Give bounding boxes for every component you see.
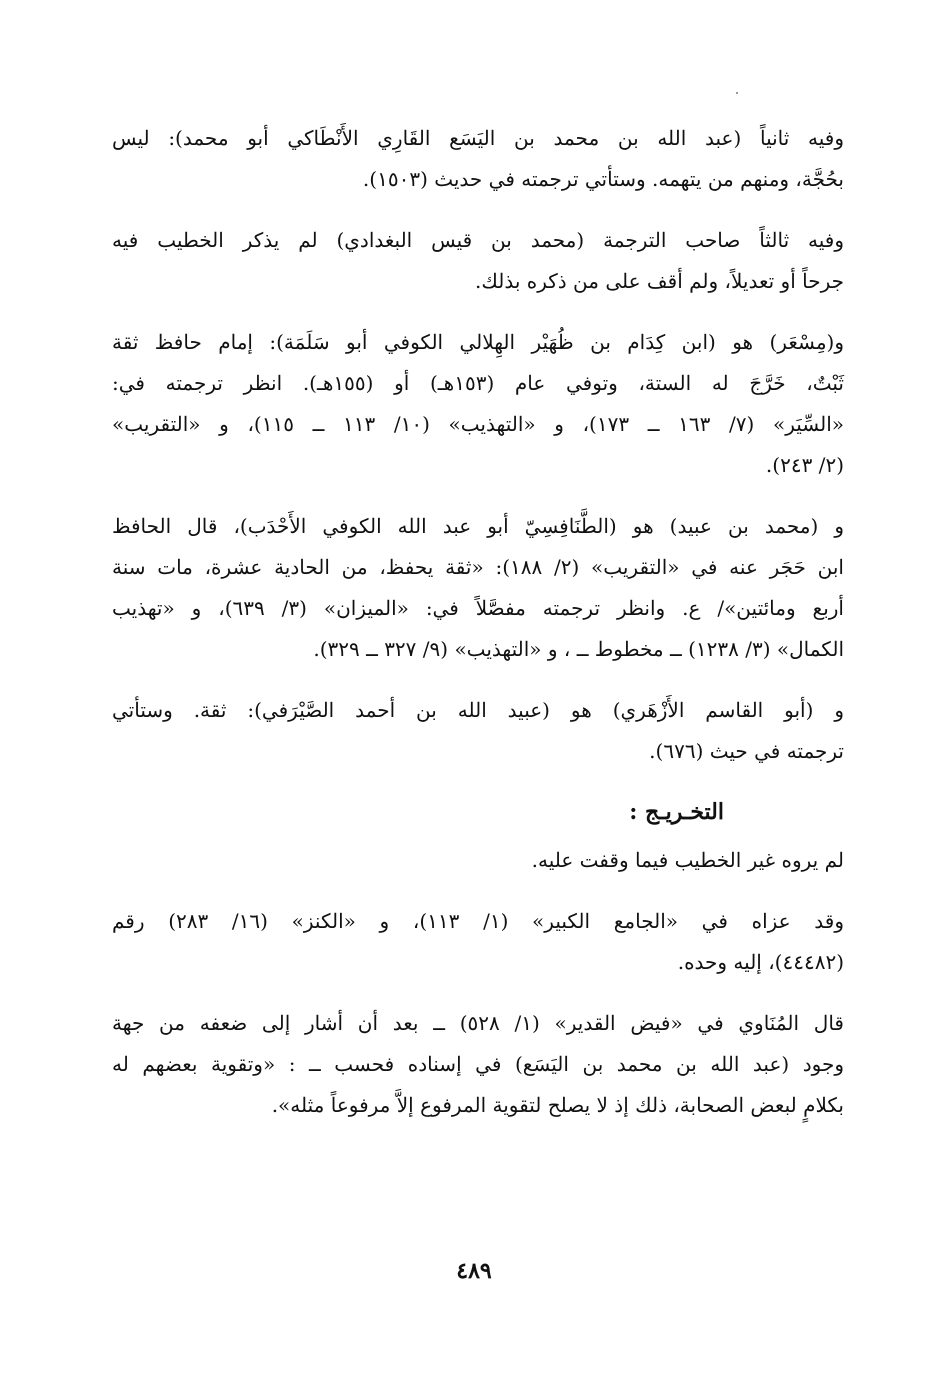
text-line: الكمال» (٣/ ١٢٣٨) ــ مخطوط ــ ، و «التهذيب» (٩/ ٣٢٧ ــ ٣٢٩). — [313, 637, 844, 661]
text-line: جرحاً أو تعديلاً، ولم أقف على من ذكره بذلك. — [475, 269, 844, 293]
body-text — [112, 118, 844, 1146]
text-line: أربع ومائتين»/ ع. وانظر ترجمته مفصَّلاً في: «الميزان» (٣/ ٦٣٩)، و «تهذيب — [112, 596, 844, 620]
paragraph-1 — [112, 118, 844, 200]
text-line: (٤٤٤٨٢)، إليه وحده. — [677, 950, 844, 974]
text-line: لم يروه غير الخطيب فيما وقفت عليه. — [531, 848, 844, 872]
paragraph-3 — [112, 322, 844, 486]
text-line: و (محمد بن عبيد) هو (الطَّنَافِسِيّ أبو عبد الله الكوفي الأَحْدَب)، قال الحافظ — [112, 514, 844, 538]
takhrij-paragraph-1 — [112, 840, 844, 881]
paragraph-4 — [112, 506, 844, 670]
text-line: ترجمته في حيث (٦٧٦). — [649, 739, 844, 763]
text-line: قال المُنَاوي في «فيض القدير» (١/ ٥٢٨) ــ بعد أن أشار إلى ضعفه من جهة — [112, 1011, 844, 1035]
takhrij-paragraph-3 — [112, 1003, 844, 1126]
text-line: وقد عزاه في «الجامع الكبير» (١/ ١١٣)، و «الكنز» (١٦/ ٢٨٣) رقم — [112, 909, 844, 933]
text-line: ابن حَجَر عنه في «التقريب» (٢/ ١٨٨): «ثقة يحفظ، من الحادية عشرة، مات سنة — [112, 555, 844, 579]
section-heading: التخـريـج : — [629, 799, 724, 825]
text-line: وفيه ثانياً (عبد الله بن محمد بن اليَسَع القَارِي الأَنْطَاكي أبو محمد): ليس — [112, 126, 844, 150]
text-line: بحُجَّة، ومنهم من يتهمه. وستأتي ترجمته في حديث (١٥٠٣). — [362, 167, 844, 191]
page-number: ٤٨٩ — [456, 1258, 492, 1284]
takhrij-paragraph-2 — [112, 901, 844, 983]
text-line: و (أبو القاسم الأَزْهَري) هو (عبيد الله بن أحمد الصَّيْرَفي): ثقة. وستأتي — [112, 698, 844, 722]
paragraph-2 — [112, 220, 844, 302]
text-line: وجود (عبد الله بن محمد بن اليَسَع) في إسناده فحسب ــ : «وتقوية بعضهم له — [112, 1052, 844, 1076]
text-line: و(مِسْعَر) هو (ابن كِدَام بن ظُهَيْر الهِلالي الكوفي أبو سَلَمَة): إمام حافظ ثقة — [112, 330, 844, 354]
text-line: بكلامٍ لبعض الصحابة، ذلك إذ لا يصلح لتقوية المرفوع إلاَّ مرفوعاً مثله». — [271, 1093, 844, 1117]
text-line: ثَبْتٌ، خَرَّجَ له الستة، وتوفي عام (١٥٣هـ) أو (١٥٥هـ). انظر ترجمته في: — [112, 371, 844, 395]
scan-speck — [736, 92, 738, 94]
text-line: «السِّيَر» (٧/ ١٦٣ ــ ١٧٣)، و «التهذيب» (١٠/ ١١٣ ــ ١١٥)، و «التقريب» — [112, 412, 844, 436]
paragraph-5 — [112, 690, 844, 772]
text-line: وفيه ثالثاً صاحب الترجمة (محمد بن قيس البغدادي) لم يذكر الخطيب فيه — [112, 228, 844, 252]
text-line: (٢/ ٢٤٣). — [765, 453, 844, 477]
